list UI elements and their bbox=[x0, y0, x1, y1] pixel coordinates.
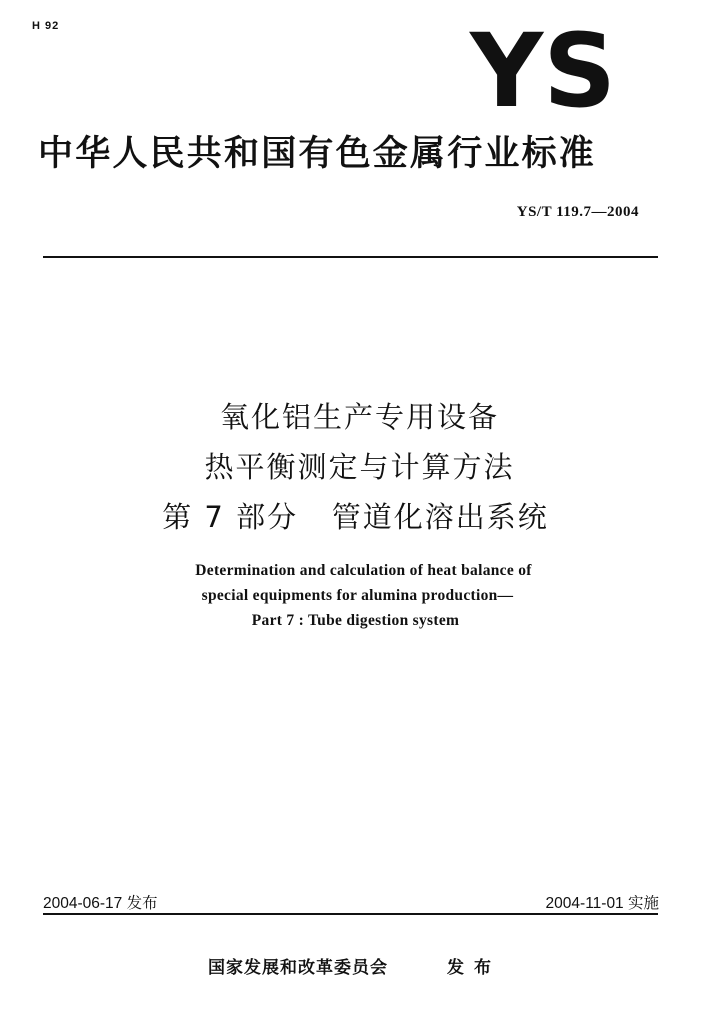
english-title-line-3: Part 7 : Tube digestion system bbox=[251, 612, 460, 629]
header-divider bbox=[43, 256, 658, 258]
standard-number: YS/T 119.7—2004 bbox=[516, 204, 639, 220]
chinese-title-line-1: 氧化铝生产专用设备 bbox=[219, 400, 499, 434]
classification-code: H 92 bbox=[32, 20, 60, 32]
issuing-authority: 国家发展和改革委员会 bbox=[208, 958, 388, 978]
ys-logo bbox=[468, 26, 618, 108]
english-title-line-1: Determination and calculation of heat balance of bbox=[195, 562, 532, 579]
logo-text: YS bbox=[469, 26, 616, 108]
chinese-title-line-3: 第 7 部分 管道化溶出系统 bbox=[162, 500, 549, 534]
issue-label: 发布 bbox=[447, 958, 501, 978]
issue-date: 2004-06-17 发布 bbox=[43, 895, 158, 912]
organization-title: 中华人民共和国有色金属行业标准 bbox=[38, 134, 597, 174]
english-title-line-2: special equipments for alumina production— bbox=[201, 587, 514, 604]
implementation-date: 2004-11-01 实施 bbox=[545, 895, 659, 912]
footer-divider bbox=[43, 913, 658, 915]
chinese-title-line-2: 热平衡测定与计算方法 bbox=[204, 450, 515, 484]
